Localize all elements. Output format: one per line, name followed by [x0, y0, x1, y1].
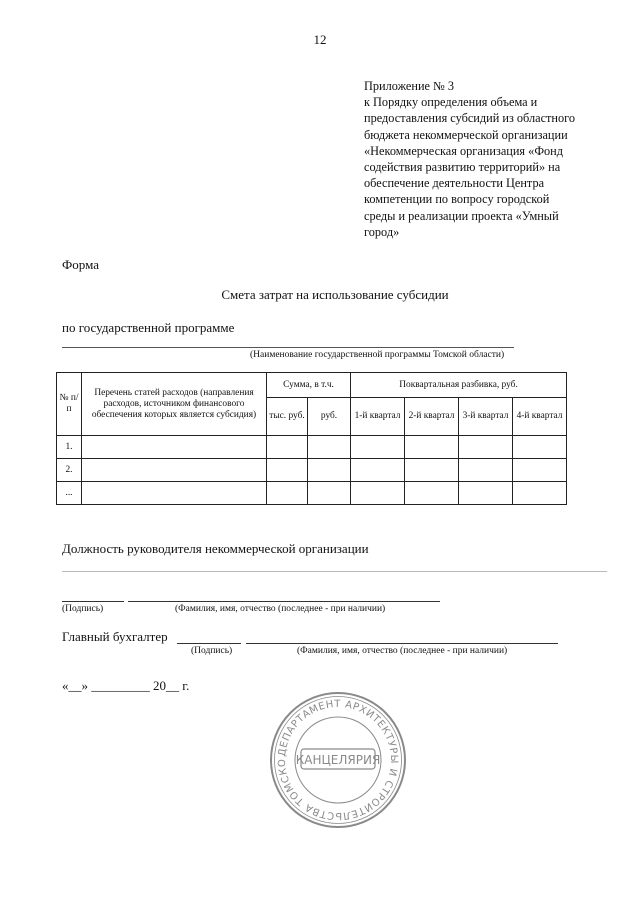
manager-name-line: [128, 601, 440, 602]
table-cell[interactable]: [405, 482, 459, 505]
program-label: по государственной программе: [62, 320, 235, 335]
manager-signature-line: [62, 601, 124, 602]
manager-position-line: [62, 571, 607, 572]
row-number: 2.: [57, 459, 82, 482]
table-cell[interactable]: [308, 459, 351, 482]
table-cell[interactable]: [459, 436, 513, 459]
table-cell[interactable]: [267, 436, 308, 459]
program-name-line: [62, 347, 514, 348]
chief-accountant-label: Главный бухгалтер: [62, 629, 168, 644]
table-cell[interactable]: [405, 459, 459, 482]
header-number: № п/п: [57, 373, 82, 436]
stamp-ring-text: ДЕПАРТАМЕНТ АРХИТЕКТУРЫ И СТРОИТЕЛЬСТВА ТОМСКО: [276, 698, 400, 822]
table-cell[interactable]: [82, 436, 267, 459]
table-cell[interactable]: [267, 459, 308, 482]
header-quarterly: Поквартальная разбивка, руб.: [351, 373, 567, 398]
table-cell[interactable]: [82, 459, 267, 482]
table-row: [57, 436, 567, 459]
accountant-name-line: [246, 643, 558, 644]
program-caption: (Наименование государственной программы Томской области): [250, 350, 505, 360]
table-cell[interactable]: [513, 459, 567, 482]
appendix-line: «Некоммерческая организация «Фонд: [364, 143, 564, 158]
table-cell[interactable]: [513, 436, 567, 459]
stamp-icon: [268, 690, 408, 830]
row-number: 1.: [57, 436, 82, 459]
date-line: «__» _________ 20__ г.: [62, 678, 190, 693]
appendix-line: среды и реализации проекта «Умный: [364, 208, 559, 223]
table-cell[interactable]: [82, 482, 267, 505]
manager-name-caption: (Фамилия, имя, отчество (последнее - при наличии): [175, 604, 386, 614]
appendix-line: к Порядку определения объема и: [364, 95, 538, 110]
table-cell[interactable]: [351, 459, 405, 482]
table-cell[interactable]: [308, 482, 351, 505]
header-sum: Сумма, в т.ч.: [267, 373, 351, 398]
header-q1: 1-й квартал: [351, 398, 405, 436]
header-q4: 4-й квартал: [513, 398, 567, 436]
table-cell[interactable]: [513, 482, 567, 505]
appendix-line: Приложение № 3: [364, 79, 455, 93]
accountant-signature-line: [177, 643, 241, 644]
row-number: ...: [57, 482, 82, 505]
accountant-signature-caption: (Подпись): [191, 646, 233, 656]
cost-estimate-table: [56, 372, 567, 505]
manager-position-title: Должность руководителя некоммерческой организации: [62, 541, 369, 556]
office-stamp: [268, 690, 408, 835]
appendix-line: город»: [364, 224, 400, 239]
appendix-line: предоставления субсидий из областного: [364, 111, 576, 126]
appendix-line: содействия развитию территорий» на: [364, 160, 561, 175]
table-row: [57, 482, 567, 505]
stamp-center-text: КАНЦЕЛЯРИЯ: [295, 753, 381, 767]
table-cell[interactable]: [459, 459, 513, 482]
table-cell[interactable]: [351, 436, 405, 459]
header-expense-items: Перечень статей расходов (направления расходов, источником финансового обеспечения которых является субсидия): [82, 373, 267, 436]
header-sum-rub: руб.: [308, 398, 351, 436]
table-row: [57, 459, 567, 482]
table-cell[interactable]: [308, 436, 351, 459]
table-cell[interactable]: [351, 482, 405, 505]
header-q2: 2-й квартал: [405, 398, 459, 436]
header-q3: 3-й квартал: [459, 398, 513, 436]
table-cell[interactable]: [267, 482, 308, 505]
appendix-note: [364, 78, 614, 240]
table-cell[interactable]: [405, 436, 459, 459]
form-label: Форма: [62, 257, 99, 272]
table-cell[interactable]: [459, 482, 513, 505]
manager-signature-caption: (Подпись): [62, 604, 104, 614]
appendix-line: бюджета некоммерческой организации: [364, 127, 568, 142]
header-sum-thousand: тыс. руб.: [267, 398, 308, 436]
page-number: 12: [313, 32, 327, 47]
appendix-line: компетенции по вопросу городской: [364, 192, 550, 207]
accountant-name-caption: (Фамилия, имя, отчество (последнее - при наличии): [297, 646, 508, 656]
document-title: Смета затрат на использование субсидии: [221, 287, 449, 302]
appendix-line: обеспечение деятельности Центра: [364, 176, 545, 191]
